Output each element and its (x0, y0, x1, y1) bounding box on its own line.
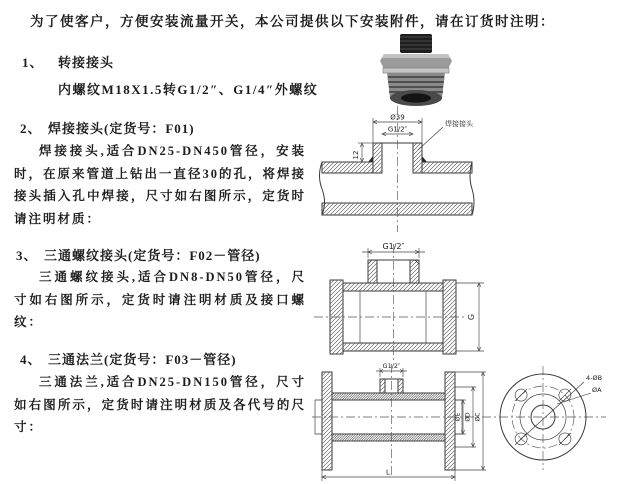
weld-dim-height (352, 143, 373, 162)
tee-dim-thread (362, 242, 425, 258)
adapter-fitting-photo (374, 32, 458, 108)
svg-text:L: L (386, 468, 390, 477)
item4-title: 三通法兰(定货号：F03－管径) (48, 352, 237, 367)
flange-bolt-circle-label: ØA (592, 386, 602, 394)
flange-holes-label: 4-ØB (586, 374, 603, 382)
weld-dim-thread (382, 126, 413, 136)
flanged-tee-drawing (310, 360, 620, 484)
svg-text:Ø39: Ø39 (390, 113, 405, 122)
item1-number: 1、 (22, 55, 44, 70)
svg-text:G: G (467, 313, 476, 321)
item1-desc: 内螺纹M18X1.5转G1/2″、G1/4″外螺纹 (58, 82, 319, 97)
svg-text:ØC: ØC (474, 412, 482, 422)
weld-joint-drawing (306, 102, 612, 238)
flange-dim-thread (376, 362, 407, 377)
svg-text:ØE: ØE (454, 412, 462, 422)
tee-dim-g (456, 283, 484, 351)
svg-text:G1/2″: G1/2″ (382, 362, 401, 370)
item2-desc: 焊接接头,适合DN25-DN450管径，安装时，在原来管道上钻出一直径30的孔，将焊接接头插入孔中焊接，尺寸如右图所示，定货时请注明材质： (14, 144, 307, 226)
item2-title: 焊接接头(定货号：F01) (48, 121, 195, 136)
item2-number: 2、 (20, 121, 42, 136)
weld-callout (418, 119, 474, 150)
svg-text:G1/2″: G1/2″ (382, 242, 405, 251)
svg-text:12: 12 (352, 150, 360, 160)
svg-text:焊接接头: 焊接接头 (445, 120, 473, 128)
item3-title: 三通螺纹接头(定货号：F02－管径) (44, 248, 261, 263)
item4-number: 4、 (20, 352, 42, 367)
intro-text: 为了使客户，方便安装流量开关，本公司提供以下安装附件，请在订货时注明： (30, 14, 555, 29)
item3-desc: 三通螺纹接头,适合DN8-DN50管径，尺寸如右图所示，定货时请注明材质及接口螺纹： (14, 270, 306, 329)
item1-title: 转接接头 (58, 55, 115, 70)
svg-text:ØD: ØD (464, 412, 472, 422)
item4-desc: 三通法兰,适合DN25-DN150管径，尺寸如右图所示，定货时请注明材质及各代号的尺寸： (14, 375, 306, 434)
svg-text:G1/2″: G1/2″ (387, 125, 408, 134)
flange-end-view (500, 366, 602, 470)
threaded-tee-drawing (312, 240, 568, 364)
flange-dim-l (322, 469, 455, 482)
item3-number: 3、 (16, 248, 38, 263)
